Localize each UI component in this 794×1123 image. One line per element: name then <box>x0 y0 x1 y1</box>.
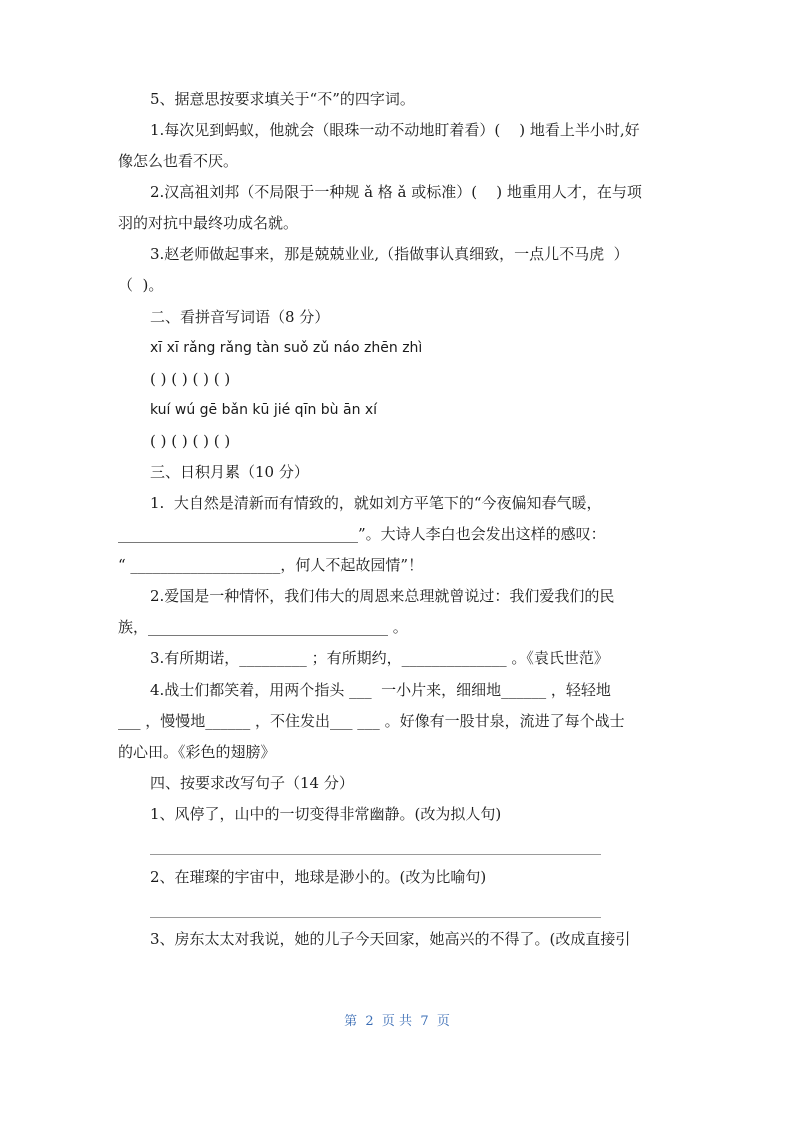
question-5-2-line2: 羽的对抗中最终功成名就。 <box>118 214 299 232</box>
question-5-1-line2: 像怎么也看不厌。 <box>118 152 239 170</box>
section-3-q4-line3: 的心田。《彩色的翅膀》 <box>118 743 276 761</box>
question-5-title: 5、据意思按要求填关于“不”的四字词。 <box>150 90 415 108</box>
pinyin-row-2: kuí wú gē bǎn kū jié qīn bù ān xí <box>150 402 378 418</box>
section-4-q2: 2、在璀璨的宇宙中，地球是渺小的。(改为比喻句) <box>150 868 487 886</box>
question-5-3-line1: 3.赵老师做起事来，那是兢兢业业,（指做事认真细致，一点儿不马虎 ） <box>150 245 629 263</box>
answer-blanks-row-1: ( ) ( ) ( ) ( ) <box>150 370 231 388</box>
page-number: 第 2 页 共 7 页 <box>344 1014 450 1029</box>
section-4-q1: 1、风停了，山中的一切变得非常幽静。(改为拟人句) <box>150 805 502 823</box>
answer-line-2 <box>150 917 601 918</box>
answer-line-1 <box>150 854 601 855</box>
section-3-q4-line2: ___ ，慢慢地______ ，不住发出___ ___ 。好像有一股甘泉，流进了每个战士 <box>118 712 625 730</box>
section-3-q4-line1: 4.战士们都笑着，用两个指头 ___ 一小片来，细细地______ ，轻轻地 <box>150 681 611 699</box>
section-3-q1-line1: 1. 大自然是清新而有情致的，就如刘方平笔下的“今夜偏知春气暖， <box>150 494 602 512</box>
section-4-title: 四、按要求改写句子（14 分） <box>150 774 354 792</box>
pinyin-row-1: xī xī rǎng rǎng tàn suǒ zǔ náo zhēn zhì <box>150 340 423 356</box>
section-2-title: 二、看拼音写词语（8 分） <box>150 308 330 326</box>
section-3-q1-line2: ________________________________”。大诗人李白也会发出这样的感叹： <box>118 525 606 543</box>
section-4-q3: 3、房东太太对我说，她的儿子今天回家，她高兴的不得了。(改成直接引 <box>150 930 631 948</box>
section-3-q2-line2: 族，________________________________ 。 <box>118 618 408 636</box>
question-5-3-line2: （ )。 <box>118 276 164 294</box>
question-5-1-line1: 1.每次见到蚂蚁，他就会（眼珠一动不动地盯着看）( ) 地看上半小时,好 <box>150 121 640 139</box>
section-3-q2-line1: 2.爱国是一种情怀，我们伟大的周恩来总理就曾说过：我们爱我们的民 <box>150 587 615 605</box>
question-5-2-line1: 2.汉高祖刘邦（不局限于一种规 ǎ 格 ǎ 或标准）( ) 地重用人才，在与项 <box>150 183 642 201</box>
answer-blanks-row-2: ( ) ( ) ( ) ( ) <box>150 432 231 450</box>
section-3-q3: 3.有所期诺，_________ ；有所期约，______________ 。《袁氏世范》 <box>150 649 609 667</box>
section-3-q1-line3: “ ____________________，何人不起故园情”！ <box>118 556 424 574</box>
section-3-title: 三、日积月累（10 分） <box>150 463 309 481</box>
